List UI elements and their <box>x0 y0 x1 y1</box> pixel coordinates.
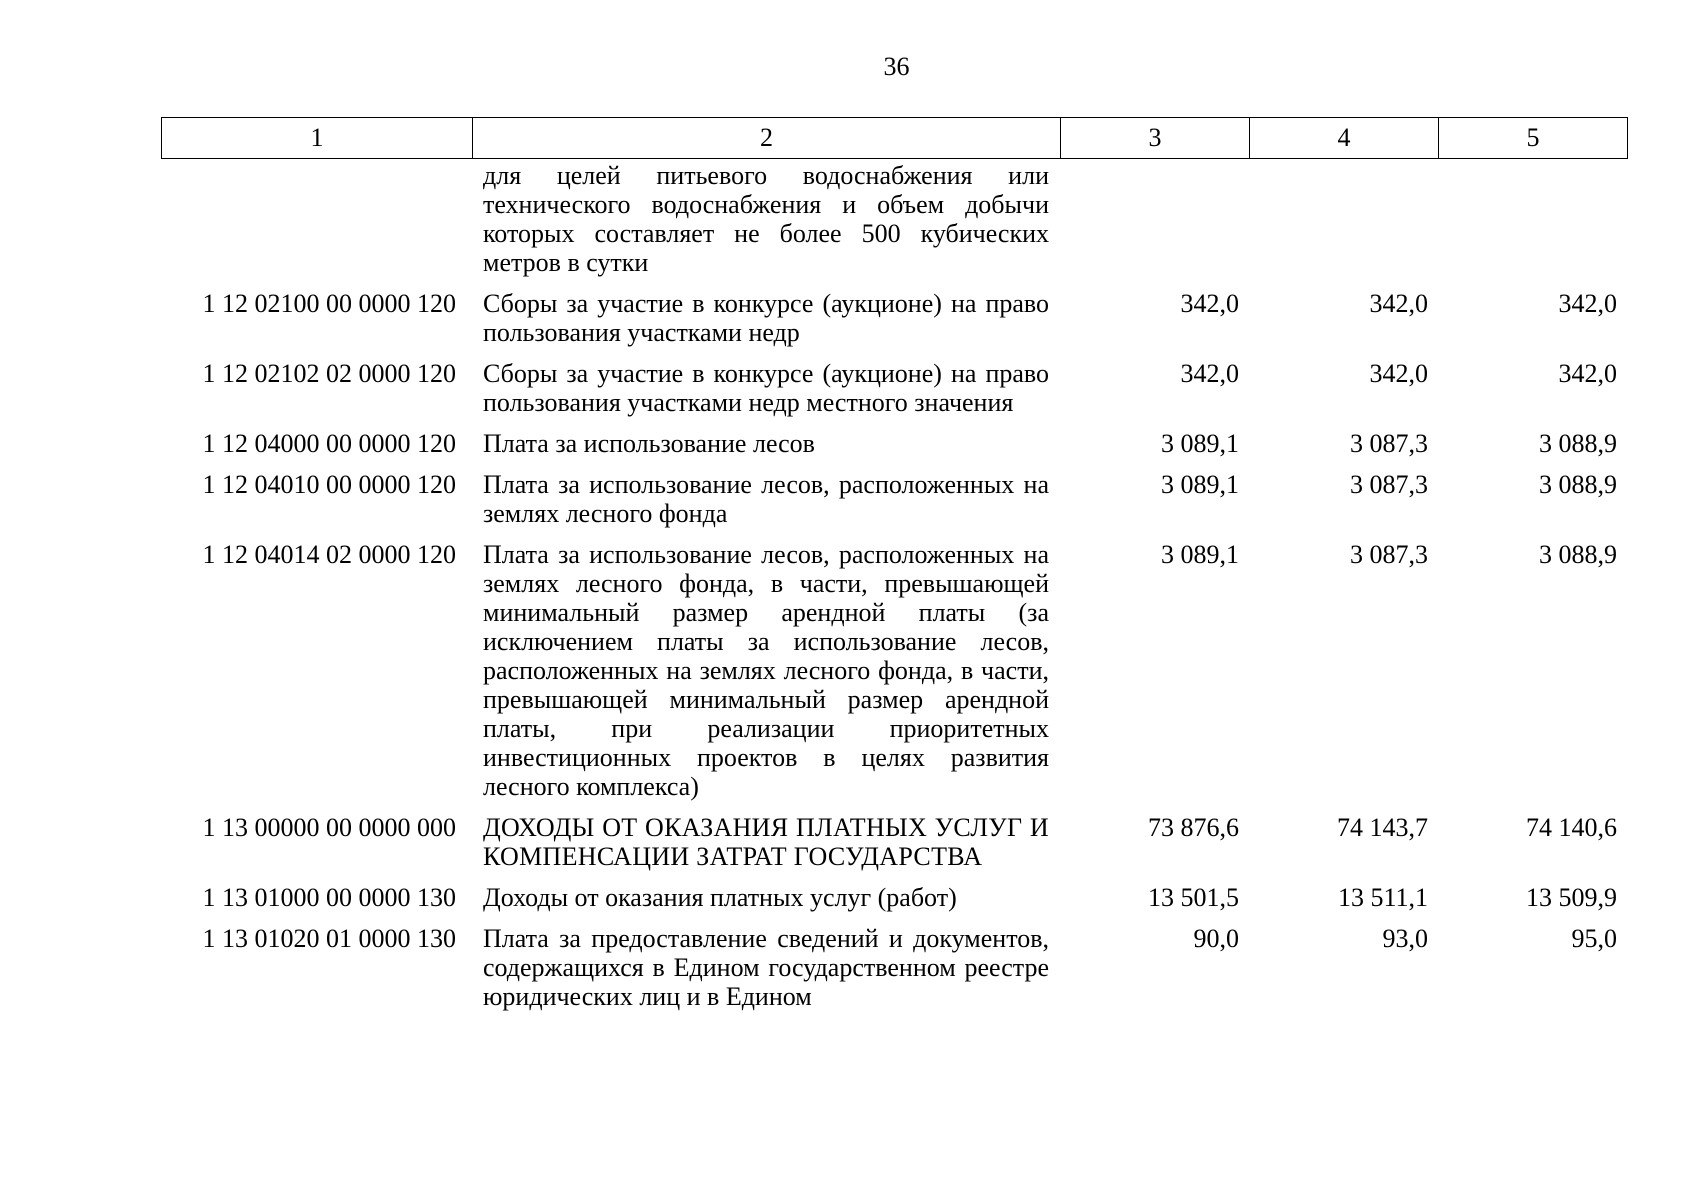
row-value-4: 3 087,3 <box>1350 429 1428 458</box>
row-value-5: 342,0 <box>1558 289 1617 318</box>
row-value-4 <box>1249 161 1438 289</box>
row-value-4: 342,0 <box>1369 359 1428 388</box>
column-header-2: 2 <box>473 118 1061 159</box>
row-value-3 <box>1060 161 1249 289</box>
row-code: 1 12 02102 02 0000 120 <box>202 359 456 388</box>
page-number: 36 <box>883 52 910 81</box>
row-value-5: 342,0 <box>1558 359 1617 388</box>
row-value-3: 3 089,1 <box>1161 540 1239 569</box>
table-row <box>161 161 1627 289</box>
row-value-3: 3 089,1 <box>1161 429 1239 458</box>
row-value-4: 3 087,3 <box>1350 540 1428 569</box>
row-value-4: 74 143,7 <box>1337 813 1428 842</box>
row-value-5: 3 088,9 <box>1539 470 1617 499</box>
row-value-3: 13 501,5 <box>1148 883 1239 912</box>
row-value-4: 93,0 <box>1382 924 1428 953</box>
table-row <box>161 289 1627 359</box>
row-value-5: 3 088,9 <box>1539 540 1617 569</box>
table-row <box>161 883 1627 924</box>
table-header <box>161 117 1628 159</box>
row-name: для целей питьевого водоснабжения или технического водоснабжения и объем добычи которых составляет не более 500 кубических метров в сутки <box>483 161 1049 277</box>
row-name: ДОХОДЫ ОТ ОКАЗАНИЯ ПЛАТНЫХ УСЛУГ И КОМПЕНСАЦИИ ЗАТРАТ ГОСУДАРСТВА <box>483 813 1049 871</box>
row-name: Сборы за участие в конкурсе (аукционе) на право пользования участками недр местного значения <box>483 359 1049 417</box>
table-row <box>161 540 1627 813</box>
row-value-4: 3 087,3 <box>1350 470 1428 499</box>
row-value-3: 73 876,6 <box>1148 813 1239 842</box>
row-name: Доходы от оказания платных услуг (работ) <box>483 883 957 912</box>
row-name: Плата за использование лесов, расположенных на землях лесного фонда <box>483 470 1049 528</box>
table-row <box>161 813 1627 883</box>
table-row <box>161 470 1627 540</box>
row-code: 1 12 02100 00 0000 120 <box>202 289 456 318</box>
column-header-3: 3 <box>1061 118 1250 159</box>
row-code: 1 12 04000 00 0000 120 <box>202 429 456 458</box>
row-value-4: 13 511,1 <box>1337 883 1428 912</box>
row-code: 1 12 04010 00 0000 120 <box>202 470 456 499</box>
row-value-5 <box>1438 161 1627 289</box>
table-row <box>161 429 1627 470</box>
row-name: Плата за использование лесов, расположенных на землях лесного фонда, в части, превышающей минимальный размер арендной платы (за исключением платы за использование лесов, расположенных на землях лесного фонда, в части, превышающей минимальный размер арендной платы, при реализации приоритетных инвестиционных проектов в целях развития лесного комплекса) <box>483 540 1049 801</box>
row-code: 1 12 04014 02 0000 120 <box>202 540 456 569</box>
row-code: 1 13 00000 00 0000 000 <box>202 813 456 842</box>
row-value-3: 342,0 <box>1180 289 1239 318</box>
row-name: Плата за предоставление сведений и документов, содержащихся в Едином государственном реестре юридических лиц и в Едином <box>483 924 1049 1011</box>
budget-table <box>161 161 1627 1011</box>
column-header-1: 1 <box>162 118 473 159</box>
row-value-3: 342,0 <box>1180 359 1239 388</box>
row-name: Плата за использование лесов <box>483 429 815 458</box>
row-value-5: 13 509,9 <box>1526 883 1617 912</box>
row-value-5: 3 088,9 <box>1539 429 1617 458</box>
row-code <box>161 161 472 289</box>
column-header-5: 5 <box>1439 118 1628 159</box>
row-value-5: 74 140,6 <box>1526 813 1617 842</box>
row-code: 1 13 01020 01 0000 130 <box>202 924 456 953</box>
row-value-3: 90,0 <box>1193 924 1239 953</box>
row-value-5: 95,0 <box>1571 924 1617 953</box>
row-value-4: 342,0 <box>1369 289 1428 318</box>
table-row <box>161 924 1627 1011</box>
column-header-4: 4 <box>1250 118 1439 159</box>
row-name: Сборы за участие в конкурсе (аукционе) на право пользования участками недр <box>483 289 1049 347</box>
table-row <box>161 359 1627 429</box>
row-code: 1 13 01000 00 0000 130 <box>202 883 456 912</box>
row-value-3: 3 089,1 <box>1161 470 1239 499</box>
